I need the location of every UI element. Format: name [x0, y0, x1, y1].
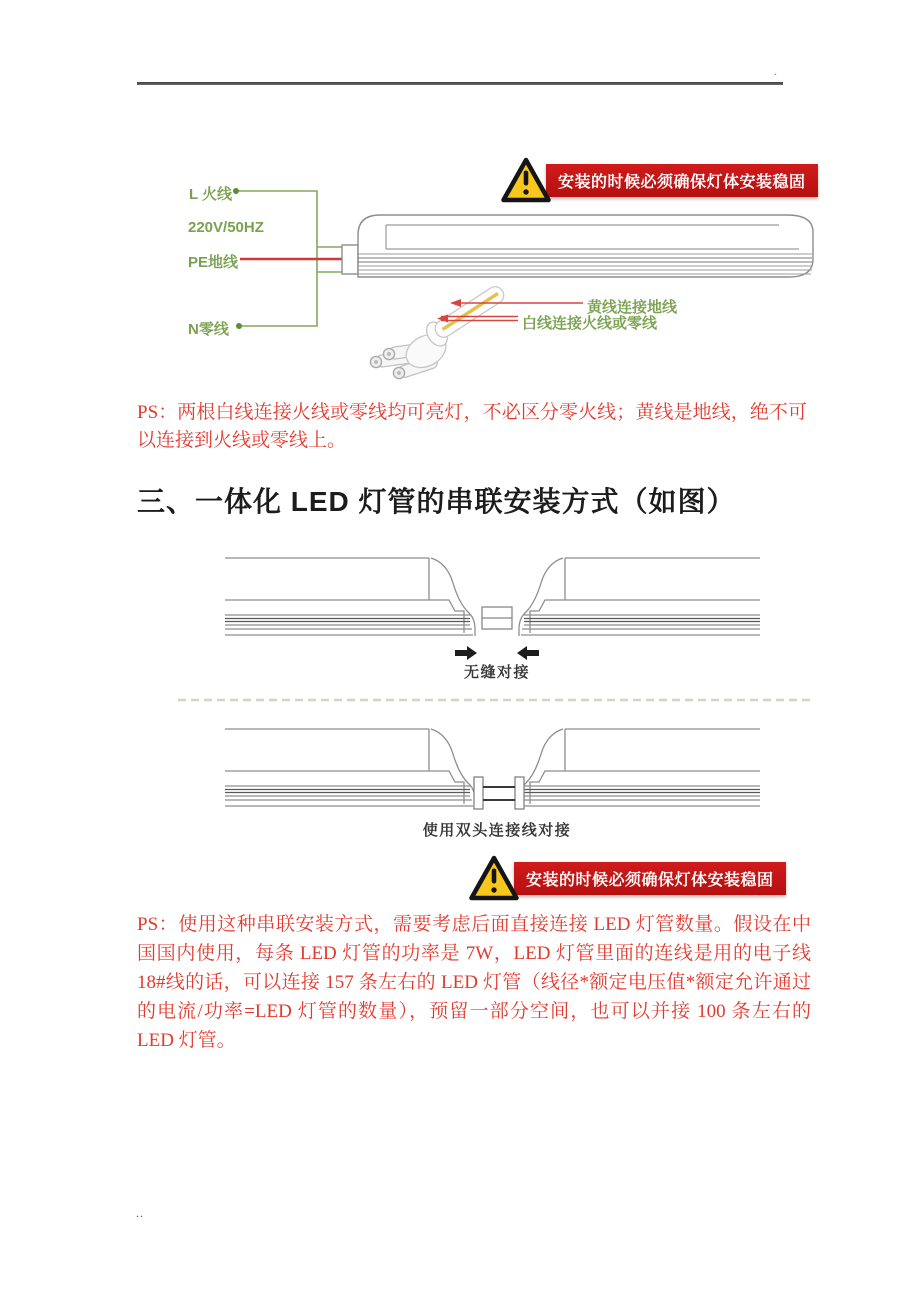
warning-banner [469, 854, 786, 902]
butt-joint-caption: 无缝对接 [463, 664, 530, 681]
connector-photo [370, 284, 506, 379]
warning-banner-text: 安装的时候必须确保灯体安装稳固 [514, 862, 786, 895]
wiring-diagram [233, 188, 813, 379]
ground-wire-label: PE地线 [188, 254, 239, 271]
led-tube-drawing [342, 215, 813, 277]
wire-joint-caption: 使用双头连接线对接 [422, 822, 572, 839]
connector-cable-sleeve [432, 284, 507, 341]
warning-banner-text: 安装的时候必须确保灯体安装稳固 [546, 164, 818, 197]
neutral-wire-dot [236, 323, 242, 329]
footer-dots: .. [136, 1206, 144, 1220]
voltage-label: 220V/50HZ [188, 219, 264, 236]
section-heading: 三、一体化 LED 灯管的串联安装方式（如图） [137, 486, 736, 517]
yellow-wire-label: 黄线连接地线 [587, 299, 678, 316]
wire-joint-connector [474, 777, 524, 809]
white-wire-label: 白线连接火线或零线 [522, 315, 658, 332]
neutral-wire-label: N零线 [188, 321, 229, 338]
live-wire-dot [233, 188, 239, 194]
serial-note: PS：使用这种串联安装方式，需要考虑后面直接连接 LED 灯管数量。假设在中国国内使用，每条 LED 灯管的功率是 7W，LED 灯管里面的连线是用的电子线 18#线的话，可以连接 157 条左右的 LED 灯管（线径*额定电压值*额定允许通过的电流/功率=LED 灯管的数量），预留一部分空间，也可以并接 100 条左右的 LED 灯管。 [137, 914, 811, 1051]
tube-body [358, 215, 813, 277]
warning-banner [501, 156, 818, 204]
live-wire-label: L 火线 [189, 186, 233, 203]
warning-triangle-icon [469, 854, 519, 902]
butt-joint-connector [482, 607, 512, 629]
tube-end-cap [342, 245, 358, 274]
arrow-left-icon [517, 646, 539, 660]
push-together-arrows [455, 646, 539, 660]
wire-joint-tubes [225, 729, 760, 807]
yellow-wire [443, 293, 498, 329]
warning-triangle-icon [501, 156, 551, 204]
header-dot: . [774, 64, 777, 78]
arrow-right-icon [455, 646, 477, 660]
wiring-note: PS：两根白线连接火线或零线均可亮灯，不必区分零火线；黄线是地线，绝不可以连接到火线或零线上。 [137, 402, 807, 451]
